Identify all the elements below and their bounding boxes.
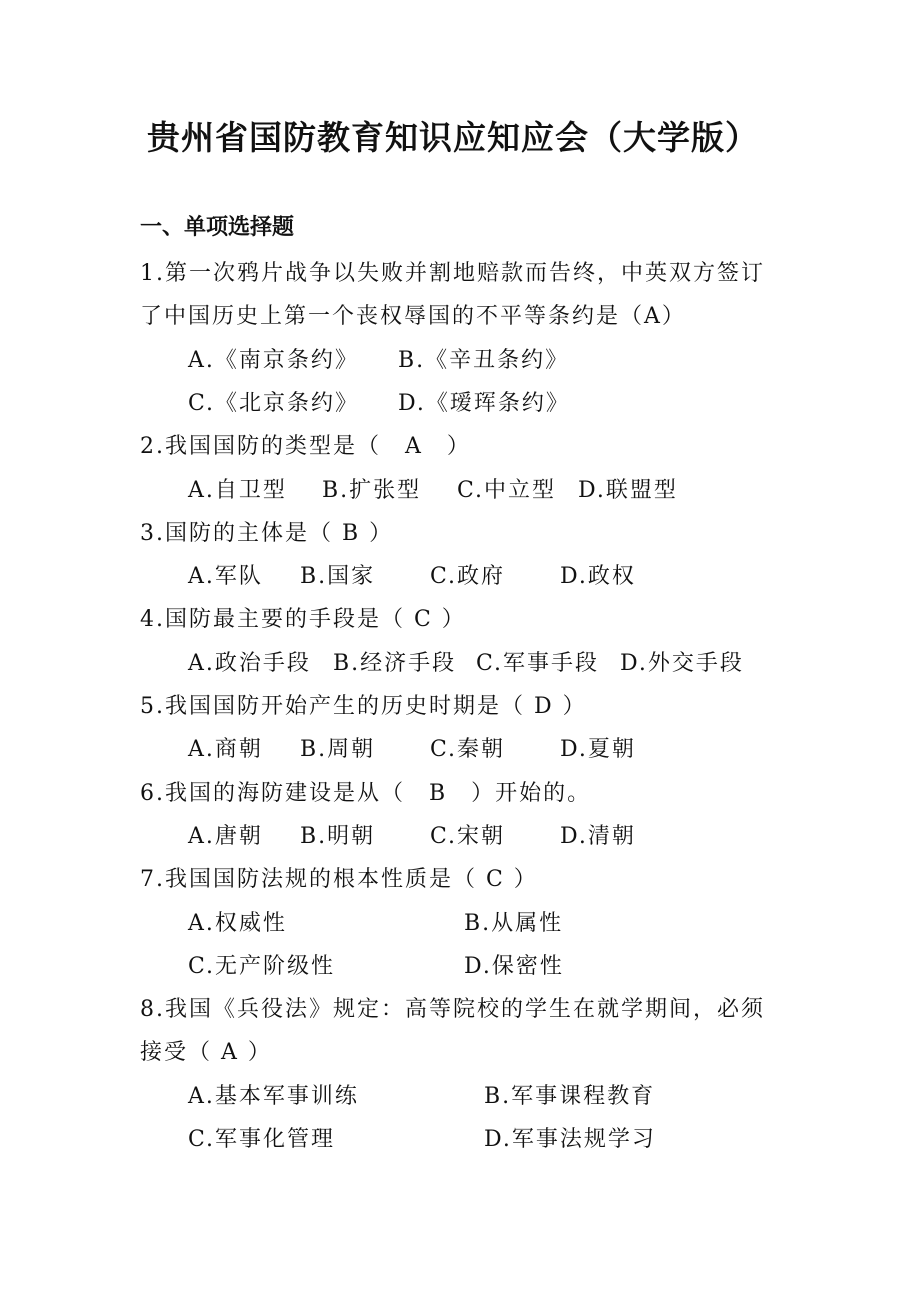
question-1-line-2: 了中国历史上第一个丧权辱国的不平等条约是（A） (140, 304, 686, 329)
question-4-option-c: C.军事手段 (476, 651, 600, 676)
question-7-option-d: D.保密性 (464, 954, 564, 979)
question-3-option-a: A.军队 (188, 564, 263, 589)
question-8-option-b: B.军事课程教育 (484, 1084, 656, 1109)
question-8-option-d: D.军事法规学习 (484, 1127, 656, 1152)
question-6-option-b: B.明朝 (300, 824, 376, 849)
question-5-option-c: C.秦朝 (430, 737, 506, 762)
question-5-option-b: B.周朝 (300, 737, 376, 762)
question-8-option-a: A.基本军事训练 (188, 1084, 359, 1109)
question-3-line-1: 3.国防的主体是（ B ） (140, 521, 394, 546)
question-4-option-b: B.经济手段 (333, 651, 457, 676)
question-5-option-d: D.夏朝 (560, 737, 636, 762)
question-5-line-1: 5.我国国防开始产生的历史时期是（ D ） (140, 694, 587, 719)
question-8-line-1: 8.我国《兵役法》规定：高等院校的学生在就学期间，必须 (140, 997, 765, 1022)
question-4-option-d: D.外交手段 (620, 651, 744, 676)
question-6-option-c: C.宋朝 (430, 824, 506, 849)
question-3-option-d: D.政权 (560, 564, 636, 589)
question-6-option-d: D.清朝 (560, 824, 636, 849)
question-1-option-b: B.《辛丑条约》 (398, 348, 570, 373)
question-7-option-b: B.从属性 (464, 911, 564, 936)
question-4-line-1: 4.国防最主要的手段是（ C ） (140, 607, 466, 632)
question-1-option-d: D.《瑷珲条约》 (398, 391, 570, 416)
question-3-option-c: C.政府 (430, 564, 506, 589)
question-7-option-a: A.权威性 (188, 911, 287, 936)
question-3-option-b: B.国家 (300, 564, 376, 589)
question-1-option-c: C.《北京条约》 (188, 391, 360, 416)
document-title: 贵州省国防教育知识应知应会（大学版） (147, 118, 759, 157)
question-6-line-1: 6.我国的海防建设是从（ B ）开始的。 (140, 781, 592, 806)
question-2-option-c: C.中立型 (457, 478, 557, 503)
section-heading: 一、单项选择题 (140, 214, 295, 240)
question-8-option-c: C.军事化管理 (188, 1127, 336, 1152)
question-2-option-d: D.联盟型 (578, 478, 678, 503)
question-1-option-a: A.《南京条约》 (188, 348, 359, 373)
question-7-line-1: 7.我国国防法规的根本性质是（ C ） (140, 867, 538, 892)
question-7-option-c: C.无产阶级性 (188, 954, 336, 979)
question-1-line-1: 1.第一次鸦片战争以失败并割地赔款而告终，中英双方签订 (140, 261, 765, 286)
question-5-option-a: A.商朝 (188, 737, 263, 762)
question-2-option-a: A.自卫型 (188, 478, 287, 503)
question-2-option-b: B.扩张型 (322, 478, 422, 503)
question-2-line-1: 2.我国国防的类型是（ A ） (140, 434, 471, 459)
question-4-option-a: A.政治手段 (188, 651, 311, 676)
question-6-option-a: A.唐朝 (188, 824, 263, 849)
question-8-line-2: 接受（ A ） (140, 1040, 272, 1065)
